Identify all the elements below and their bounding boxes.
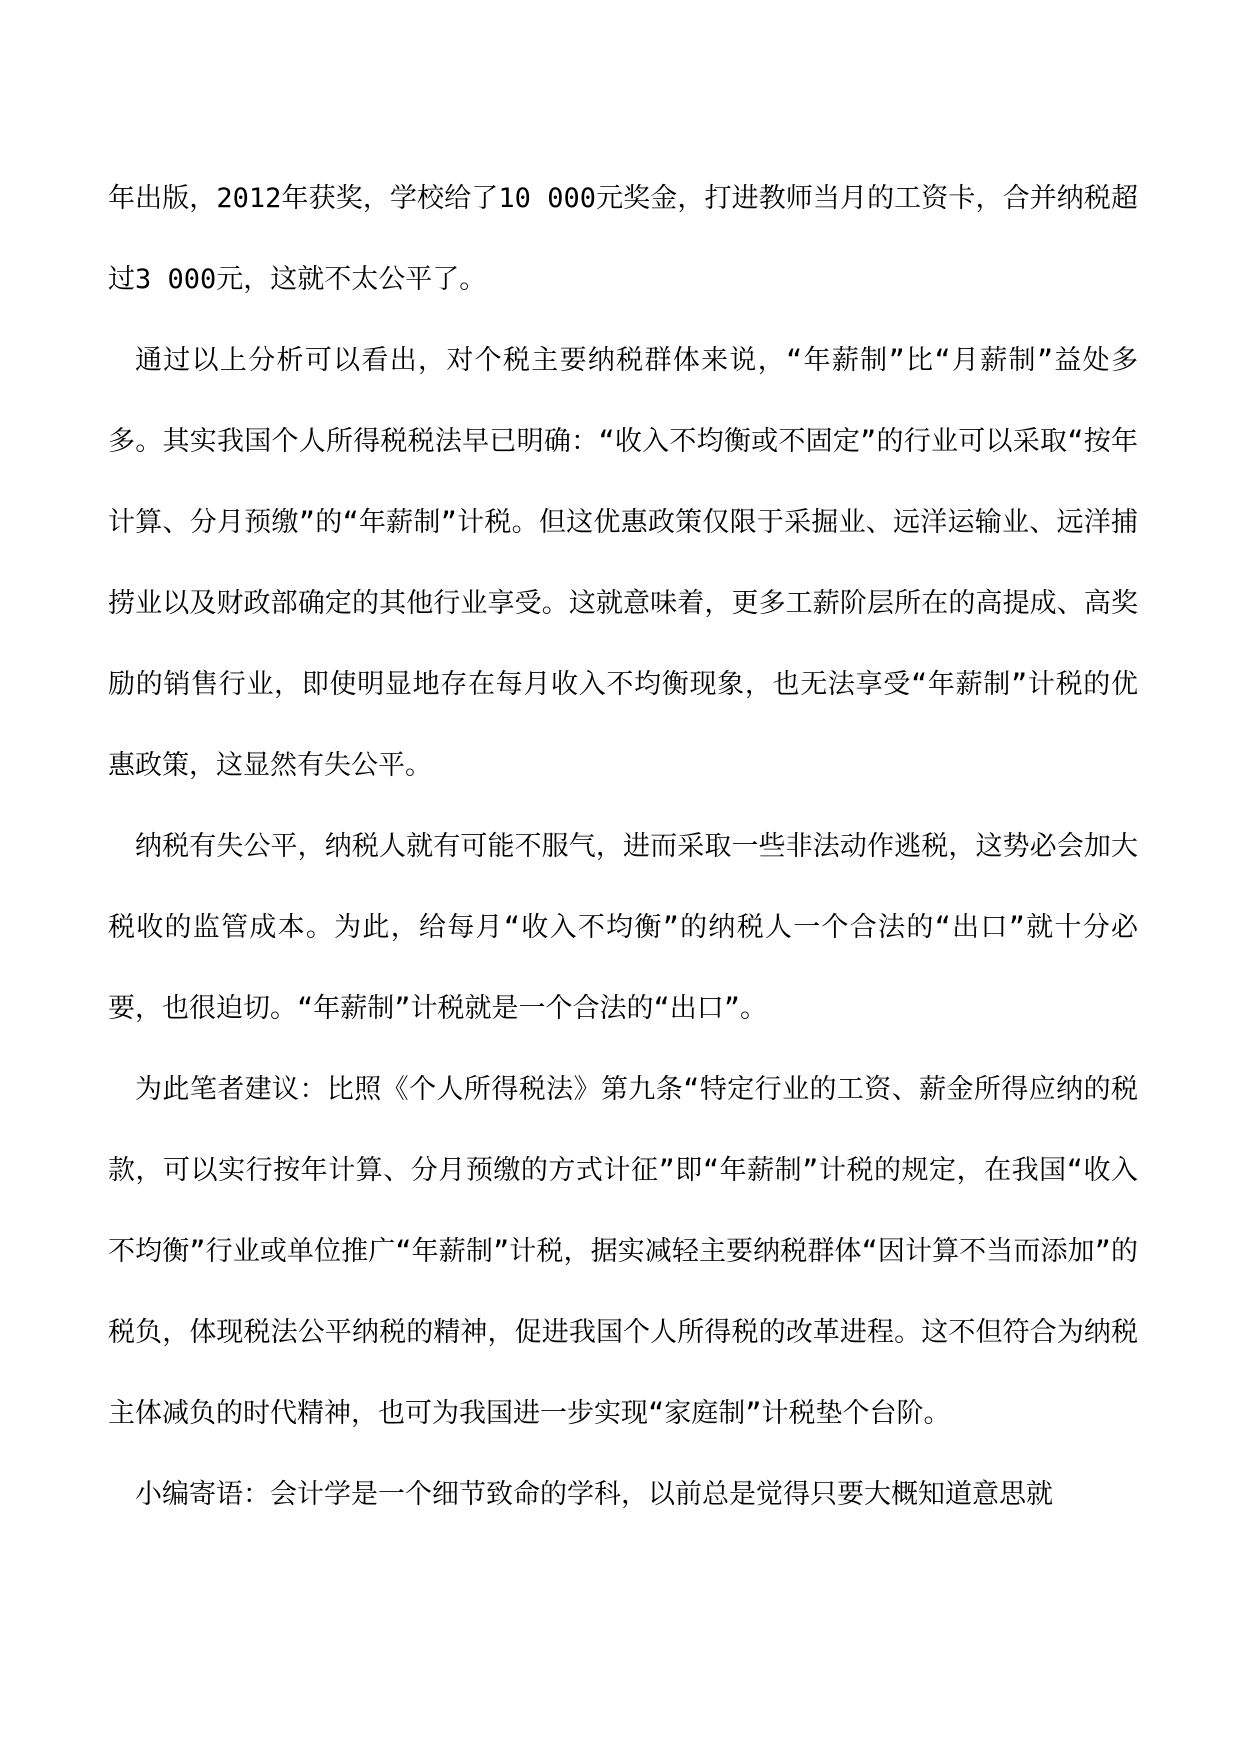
document-page — [108, 158, 1138, 1535]
paragraph-editor-note: 小编寄语：会计学是一个细节致命的学科，以前总是觉得只要大概知道意思就 — [135, 1479, 1053, 1510]
paragraph-continuation: 年出版，2012年获奖，学校给了10 000元奖金，打进教师当月的工资卡，合并纳税超过3 000元，这就不太公平了。 — [108, 183, 1138, 295]
paragraph-author-suggestion: 为此笔者建议：比照《个人所得税法》第九条“特定行业的工资、薪金所得应纳的税款，可以实行按年计算、分月预缴的方式计征”即“年薪制”计税的规定，在我国“收入不均衡”行业或单位推广“年薪制”计税，据实减轻主要纳税群体“因计算不当而添加”的税负，体现税法公平纳税的精神，促进我国个人所得税的改革进程。这不但符合为纳税主体减负的时代精神，也可为我国进一步实现“家庭制”计税垫个台阶。 — [108, 1074, 1138, 1429]
paragraph-tax-fairness: 纳税有失公平，纳税人就有可能不服气，进而采取一些非法动作逃税，这势必会加大税收的监管成本。为此，给每月“收入不均衡”的纳税人一个合法的“出口”就十分必要，也很迫切。“年薪制”计税就是一个合法的“出口”。 — [108, 831, 1138, 1024]
paragraph-annual-salary-analysis: 通过以上分析可以看出，对个税主要纳税群体来说，“年薪制”比“月薪制”益处多多。其实我国个人所得税税法早已明确：“收入不均衡或不固定”的行业可以采取“按年计算、分月预缴”的“年薪制”计税。但这优惠政策仅限于采掘业、远洋运输业、远洋捕捞业以及财政部确定的其他行业享受。这就意味着，更多工薪阶层所在的高提成、高奖励的销售行业，即使明显地存在每月收入不均衡现象，也无法享受“年薪制”计税的优惠政策，这显然有失公平。 — [108, 345, 1138, 781]
